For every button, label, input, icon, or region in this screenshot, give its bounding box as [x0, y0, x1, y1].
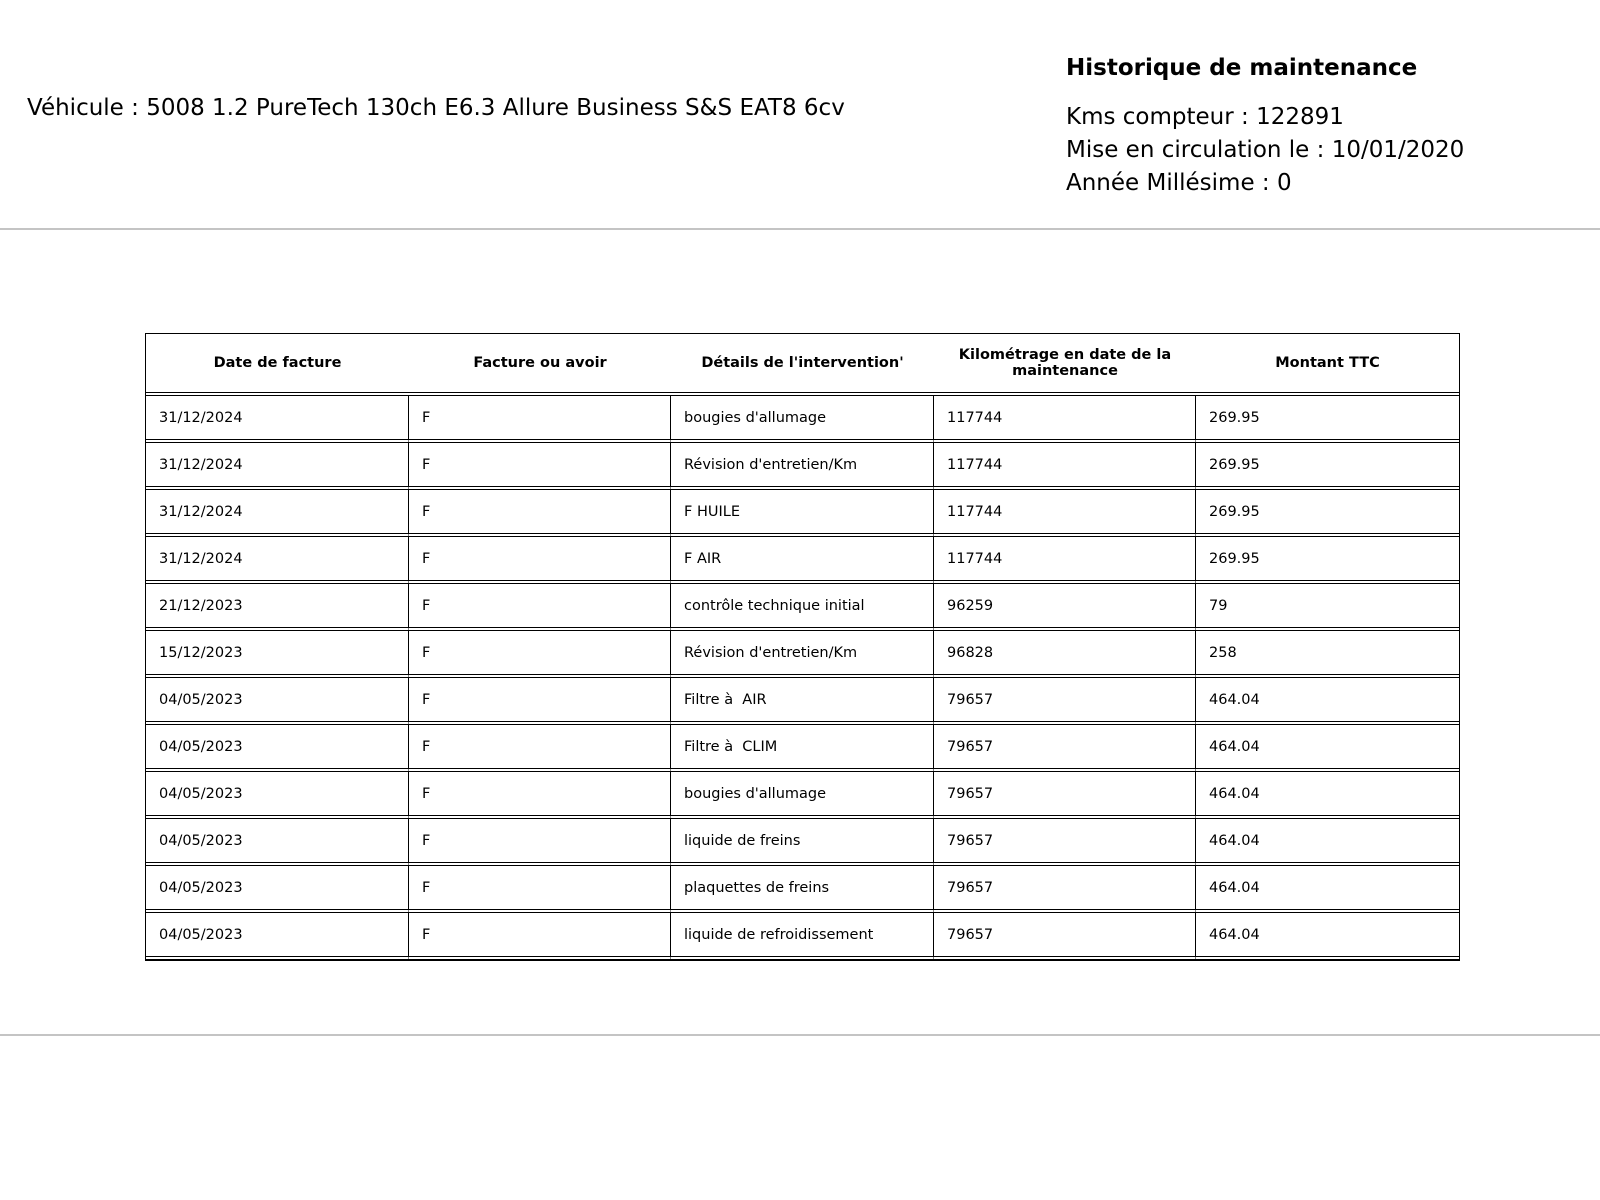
cell-date: 04/05/2023 [146, 819, 409, 866]
cell-amount: 258 [1196, 631, 1459, 678]
cell-type: F [409, 772, 671, 819]
cell-mileage: 96828 [934, 631, 1196, 678]
column-header-mileage: Kilométrage en date de la maintenance [934, 334, 1196, 396]
cell-details: Filtre à CLIM [671, 725, 934, 772]
cell-date: 15/12/2023 [146, 631, 409, 678]
cell-mileage: 117744 [934, 443, 1196, 490]
cell-details: F AIR [671, 537, 934, 584]
cell-type: F [409, 631, 671, 678]
column-header-type: Facture ou avoir [409, 334, 671, 396]
maintenance-table [145, 333, 1460, 961]
cell-date: 04/05/2023 [146, 913, 409, 960]
cell-amount: 269.95 [1196, 396, 1459, 443]
cell-amount: 464.04 [1196, 678, 1459, 725]
cell-details: F HUILE [671, 490, 934, 537]
cell-type: F [409, 819, 671, 866]
cell-amount: 79 [1196, 584, 1459, 631]
table-row [146, 866, 1459, 913]
cell-details: Révision d'entretien/Km [671, 631, 934, 678]
table-row [146, 819, 1459, 866]
table-row [146, 443, 1459, 490]
cell-type: F [409, 443, 671, 490]
table-row [146, 631, 1459, 678]
cell-date: 04/05/2023 [146, 772, 409, 819]
vehicle-description: Véhicule : 5008 1.2 PureTech 130ch E6.3 Allure Business S&S EAT8 6cv [27, 95, 845, 121]
table-row [146, 725, 1459, 772]
cell-date: 31/12/2024 [146, 537, 409, 584]
cell-date: 04/05/2023 [146, 866, 409, 913]
cell-amount: 464.04 [1196, 772, 1459, 819]
model-year: Année Millésime : 0 [1066, 170, 1292, 196]
cell-mileage: 79657 [934, 866, 1196, 913]
cell-mileage: 79657 [934, 725, 1196, 772]
cell-details: Filtre à AIR [671, 678, 934, 725]
page-title: Historique de maintenance [1066, 55, 1418, 81]
cell-details: bougies d'allumage [671, 772, 934, 819]
cell-date: 31/12/2024 [146, 443, 409, 490]
cell-amount: 269.95 [1196, 490, 1459, 537]
column-header-details: Détails de l'intervention' [671, 334, 934, 396]
cell-date: 21/12/2023 [146, 584, 409, 631]
cell-amount: 464.04 [1196, 725, 1459, 772]
cell-amount: 464.04 [1196, 819, 1459, 866]
maintenance-info-block [1066, 53, 1464, 200]
cell-type: F [409, 584, 671, 631]
table-row [146, 772, 1459, 819]
cell-details: liquide de freins [671, 819, 934, 866]
table-row [146, 490, 1459, 537]
cell-mileage: 117744 [934, 396, 1196, 443]
top-divider [0, 228, 1600, 230]
bottom-divider [0, 1034, 1600, 1036]
cell-details: bougies d'allumage [671, 396, 934, 443]
cell-details: plaquettes de freins [671, 866, 934, 913]
cell-details: liquide de refroidissement [671, 913, 934, 960]
cell-mileage: 96259 [934, 584, 1196, 631]
cell-date: 04/05/2023 [146, 725, 409, 772]
cell-mileage: 79657 [934, 819, 1196, 866]
cell-date: 31/12/2024 [146, 490, 409, 537]
cell-type: F [409, 490, 671, 537]
cell-mileage: 79657 [934, 913, 1196, 960]
table-header-row [146, 334, 1459, 396]
table-row [146, 396, 1459, 443]
cell-type: F [409, 866, 671, 913]
table-row [146, 537, 1459, 584]
cell-type: F [409, 396, 671, 443]
table-row [146, 913, 1459, 960]
cell-mileage: 117744 [934, 537, 1196, 584]
cell-amount: 269.95 [1196, 443, 1459, 490]
cell-amount: 269.95 [1196, 537, 1459, 584]
cell-mileage: 117744 [934, 490, 1196, 537]
column-header-date: Date de facture [146, 334, 409, 396]
table-row [146, 584, 1459, 631]
cell-date: 04/05/2023 [146, 678, 409, 725]
cell-details: Révision d'entretien/Km [671, 443, 934, 490]
cell-amount: 464.04 [1196, 866, 1459, 913]
cell-amount: 464.04 [1196, 913, 1459, 960]
cell-details: contrôle technique initial [671, 584, 934, 631]
registration-date: Mise en circulation le : 10/01/2020 [1066, 137, 1465, 163]
odometer-reading: Kms compteur : 122891 [1066, 104, 1344, 130]
cell-mileage: 79657 [934, 678, 1196, 725]
cell-mileage: 79657 [934, 772, 1196, 819]
table-row [146, 678, 1459, 725]
cell-type: F [409, 678, 671, 725]
cell-type: F [409, 913, 671, 960]
column-header-amount: Montant TTC [1196, 334, 1459, 396]
cell-date: 31/12/2024 [146, 396, 409, 443]
cell-type: F [409, 537, 671, 584]
cell-type: F [409, 725, 671, 772]
